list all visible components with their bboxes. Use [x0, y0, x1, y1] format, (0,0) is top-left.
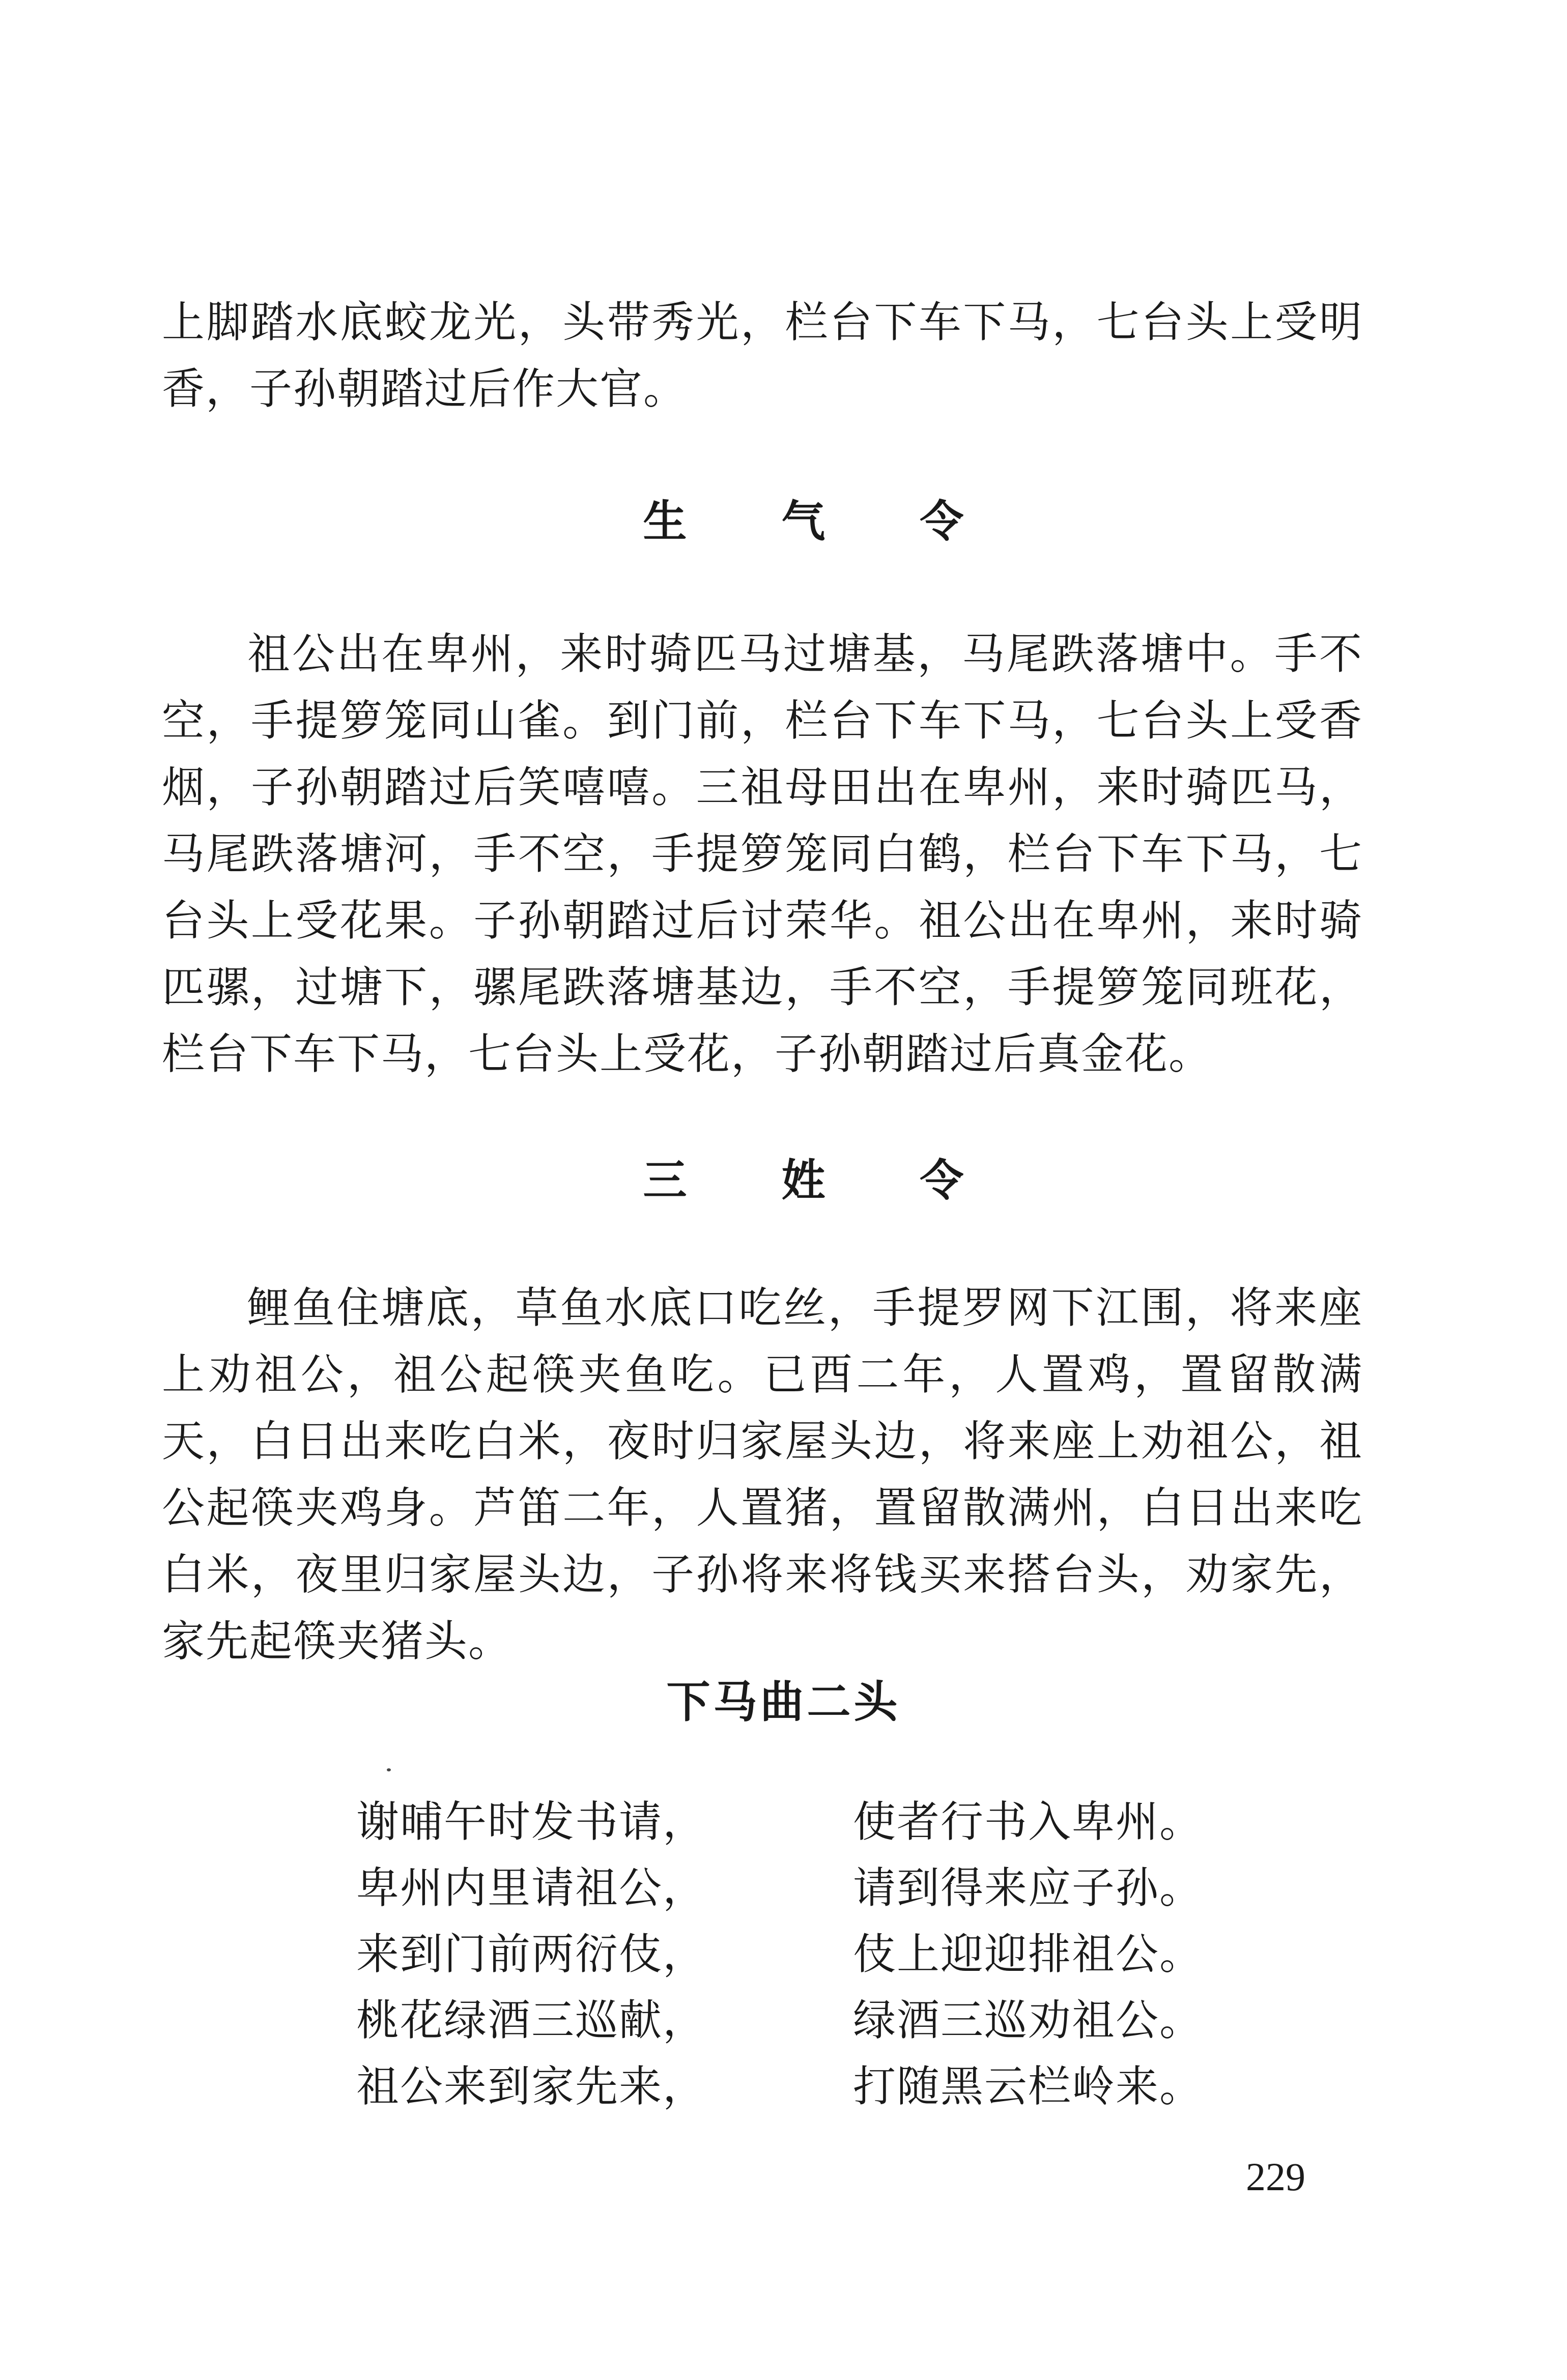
section-title-sanxingling: 三 姓 令 — [643, 1155, 1004, 1206]
poem-line-left: 来到门前两衍伎， — [356, 1929, 707, 1979]
poem-line-right: 使者行书入卑州。 — [853, 1797, 1204, 1847]
scan-speck — [387, 1768, 391, 1771]
poem — [356, 1789, 1323, 2119]
poem-line — [356, 1855, 1323, 1921]
poem-line-left: 卑州内里请祖公， — [356, 1863, 707, 1913]
poem-line-left: 谢晡午时发书请， — [356, 1797, 707, 1847]
page-number: 229 — [1246, 2155, 1305, 2199]
poem-line-right: 伎上迎迎排祖公。 — [853, 1929, 1204, 1979]
poem-line — [356, 1789, 1323, 1855]
poem-line-left: 桃花绿酒三巡献， — [356, 1995, 707, 2045]
poem-line — [356, 1921, 1323, 1987]
section-title-xiamaqu: 下马曲二头 — [666, 1677, 901, 1728]
section-body-shengqiling: 祖公出在卑州，来时骑匹马过塘基，马尾跌落塘中。手不空，手提箩笼同山雀。到门前，栏台下车下马，七台头上受香烟，子孙朝踏过后笑嘻嘻。三祖母田出在卑州，来时骑匹马，马尾跌落塘河，手不空，手提箩笼同白鹤，栏台下车下马，七台头上受花果。子孙朝踏过后讨荣华。祖公出在卑州，来时骑匹骡，过塘下，骡尾跌落塘基边，手不空，手提箩笼同班花，栏台下车下马，七台头上受花，子孙朝踏过后真金花。 — [162, 629, 1363, 1079]
poem-line — [356, 2053, 1323, 2119]
poem-line-right: 请到得来应子孙。 — [853, 1863, 1204, 1913]
section-title-shengqiling: 生 气 令 — [643, 496, 1004, 547]
poem-line — [356, 1987, 1323, 2053]
poem-line-right: 打随黑云栏岭来。 — [853, 2061, 1204, 2111]
section-body-sanxingling: 鲤鱼住塘底，草鱼水底口吃丝，手提罗网下江围，将来座上劝祖公，祖公起筷夹鱼吃。已酉二年，人置鸡，置留散满天，白日出来吃白米，夜时归家屋头边，将来座上劝祖公，祖公起筷夹鸡身。芦笛二年，人置猪，置留散满州，白日出来吃白米，夜里归家屋头边，子孙将来将钱买来搭台头，劝家先，家先起筷夹猪头。 — [162, 1283, 1363, 1666]
intro-paragraph: 上脚踏水底蛟龙光，头带秀光，栏台下车下马，七台头上受明香，子孙朝踏过后作大官。 — [162, 297, 1363, 414]
poem-line-right: 绿酒三巡劝祖公。 — [853, 1995, 1204, 2045]
poem-line-left: 祖公来到家先来， — [356, 2061, 707, 2111]
